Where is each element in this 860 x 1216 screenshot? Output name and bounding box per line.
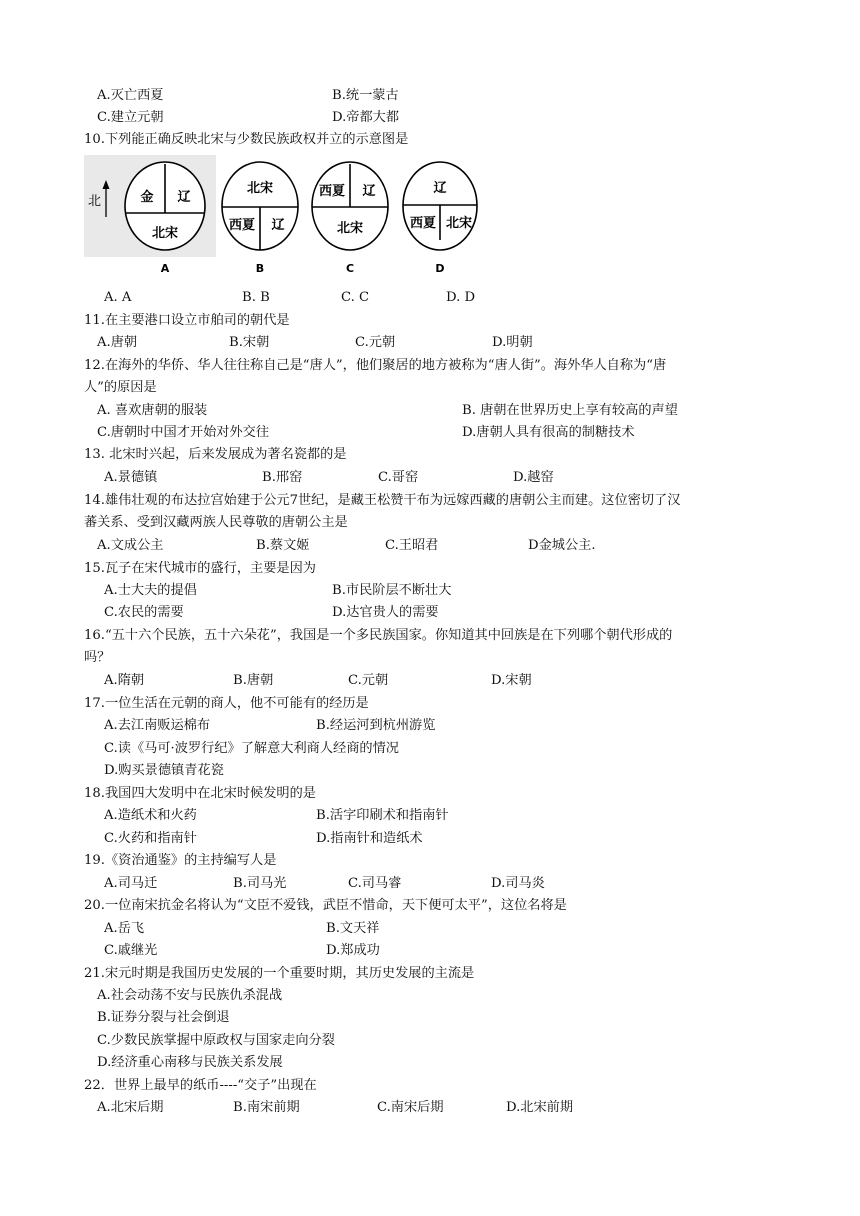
map-a: [125, 162, 205, 275]
map-d-caption: D: [435, 262, 445, 275]
q19-stem: 19.《资治通鉴》的主持编写人是: [84, 853, 277, 868]
q20-stem: 20.一位南宋抗金名将认为“文臣不爱钱，武臣不惜命，天下便可太平”，这位名将是: [84, 898, 567, 913]
q22-option-a: A.北宋后期: [97, 1100, 164, 1115]
q18-option-c: C.火药和指南针: [104, 831, 197, 846]
map-b-region-3: 辽: [271, 218, 285, 233]
q22-stem: 22．世界上最早的纸币----“交子”出现在: [84, 1078, 317, 1093]
q19-option-d: D.司马炎: [491, 876, 545, 891]
map-b: [222, 162, 298, 275]
q12-option-d: D.唐朝人具有很高的制糖技术: [462, 425, 635, 440]
map-c-caption: C: [345, 262, 355, 275]
map-c-region-2: 辽: [362, 184, 376, 199]
map-b-region-1: 北宋: [246, 181, 274, 196]
q9-option-b: B.统一蒙古: [332, 88, 399, 103]
q14-option-d: D金城公主.: [528, 538, 596, 553]
map-b-region-2: 西夏: [228, 218, 256, 233]
q11-option-a: A.唐朝: [97, 335, 138, 350]
q10-stem: 10.下列能正确反映北宋与少数民族政权并立的示意图是: [84, 132, 409, 147]
map-d-region-1: 辽: [433, 181, 447, 196]
q12-stem-line2: 人”的原因是: [84, 380, 157, 395]
q14-option-b: B.蔡文姬: [256, 538, 310, 553]
q15-stem: 15.瓦子在宋代城市的盛行，主要是因为: [84, 561, 316, 576]
q21-stem: 21.宋元时期是我国历史发展的一个重要时期，其历史发展的主流是: [84, 966, 475, 981]
q10-option-a: A. A: [104, 290, 132, 305]
q10-option-c: C. C: [341, 290, 370, 305]
q10-option-b: B. B: [242, 290, 270, 305]
q15-option-d: D.达官贵人的需要: [332, 605, 439, 620]
map-d: [403, 162, 477, 275]
map-a-region-1: 金: [140, 190, 154, 205]
q22-option-b: B.南宋前期: [233, 1100, 300, 1115]
north-label: 北: [88, 194, 102, 209]
q20-option-c: C.戚继光: [104, 943, 158, 958]
q12-stem-line1: 12.在海外的华侨、华人往往称自己是“唐人”，他们聚居的地方被称为“唐人街”。海外华人自称为“唐: [84, 358, 667, 373]
q17-option-c: C.读《马可·波罗行纪》了解意大利商人经商的情况: [104, 741, 399, 756]
q14-stem-line2: 蕃关系、受到汉藏两族人民尊敬的唐朝公主是: [84, 515, 348, 530]
q16-option-b: B.唐朝: [233, 673, 274, 688]
q18-option-d: D.指南针和造纸术: [316, 831, 423, 846]
q9-option-a: A.灭亡西夏: [97, 88, 164, 103]
q11-option-b: B.宋朝: [229, 335, 270, 350]
q11-option-d: D.明朝: [492, 335, 533, 350]
q18-option-a: A.造纸术和火药: [104, 808, 197, 823]
q12-option-b: B. 唐朝在世界历史上享有较高的声望: [462, 403, 678, 418]
q12-option-a: A. 喜欢唐朝的服装: [97, 403, 208, 418]
q10-option-d: D. D: [446, 290, 476, 305]
q16-stem-line2: 吗？: [84, 650, 111, 665]
map-a-region-2: 辽: [177, 190, 191, 205]
q14-option-a: A.文成公主: [97, 538, 164, 553]
map-b-caption: B: [255, 262, 265, 275]
q11-option-c: C.元朝: [355, 335, 396, 350]
q11-stem: 11.在主要港口设立市舶司的朝代是: [84, 313, 290, 328]
q16-option-a: A.隋朝: [104, 673, 145, 688]
q14-stem-line1: 14.雄伟壮观的布达拉宫始建于公元7世纪，是藏王松赞干布为远嫁西藏的唐朝公主而建。这位密切了汉: [84, 493, 681, 508]
q9-option-d: D.帝都大都: [332, 110, 400, 125]
map-d-region-3: 北宋: [445, 216, 473, 231]
q13-option-c: C.哥窑: [378, 470, 419, 485]
map-a-region-3: 北宋: [151, 226, 179, 241]
q16-stem-line1: 16.“五十六个民族，五十六朵花”，我国是一个多民族国家。你知道其中回族是在下列哪个朝代形成的: [84, 628, 673, 643]
q13-option-b: B.邢窑: [262, 470, 303, 485]
q17-option-b: B.经运河到杭州游览: [316, 718, 436, 733]
q21-option-b: B.证券分裂与社会倒退: [97, 1010, 230, 1025]
q19-option-b: B.司马光: [233, 876, 287, 891]
q13-option-d: D.越窑: [513, 470, 554, 485]
q17-option-d: D.购买景德镇青花瓷: [104, 763, 224, 778]
q19-option-a: A.司马迁: [104, 876, 158, 891]
q16-option-c: C.元朝: [348, 673, 389, 688]
q21-option-c: C.少数民族掌握中原政权与国家走向分裂: [97, 1033, 335, 1048]
map-c-region-1: 西夏: [318, 184, 346, 199]
q20-option-d: D.郑成功: [326, 943, 380, 958]
q18-option-b: B.活字印刷术和指南针: [316, 808, 449, 823]
q20-option-a: A.岳飞: [104, 921, 145, 936]
q12-option-c: C.唐朝时中国才开始对外交往: [97, 425, 270, 440]
q17-stem: 17.一位生活在元朝的商人，他不可能有的经历是: [84, 696, 369, 711]
q21-option-a: A.社会动荡不安与民族仇杀混战: [97, 988, 283, 1003]
map-c: [312, 162, 388, 275]
q20-option-b: B.文天祥: [326, 921, 380, 936]
q13-stem: 13. 北宋时兴起，后来发展成为著名瓷都的是: [84, 447, 347, 462]
q19-option-c: C.司马睿: [348, 876, 402, 891]
q10-map-diagrams: [84, 155, 504, 275]
q18-stem: 18.我国四大发明中在北宋时候发明的是: [84, 786, 316, 801]
map-a-caption: A: [160, 262, 170, 275]
map-c-region-3: 北宋: [336, 221, 364, 236]
q15-option-a: A.士大夫的提倡: [104, 583, 197, 598]
map-d-region-2: 西夏: [409, 216, 437, 231]
q22-option-d: D.北宋前期: [506, 1100, 574, 1115]
q17-option-a: A.去江南贩运棉布: [104, 718, 211, 733]
q16-option-d: D.宋朝: [491, 673, 532, 688]
q22-option-c: C.南宋后期: [377, 1100, 444, 1115]
q14-option-c: C.王昭君: [385, 538, 439, 553]
q15-option-b: B.市民阶层不断壮大: [332, 583, 452, 598]
q10-map-figure: [84, 155, 504, 275]
q9-option-c: C.建立元朝: [97, 110, 164, 125]
q21-option-d: D.经济重心南移与民族关系发展: [97, 1055, 283, 1070]
q15-option-c: C.农民的需要: [104, 605, 184, 620]
q13-option-a: A.景德镇: [104, 470, 158, 485]
